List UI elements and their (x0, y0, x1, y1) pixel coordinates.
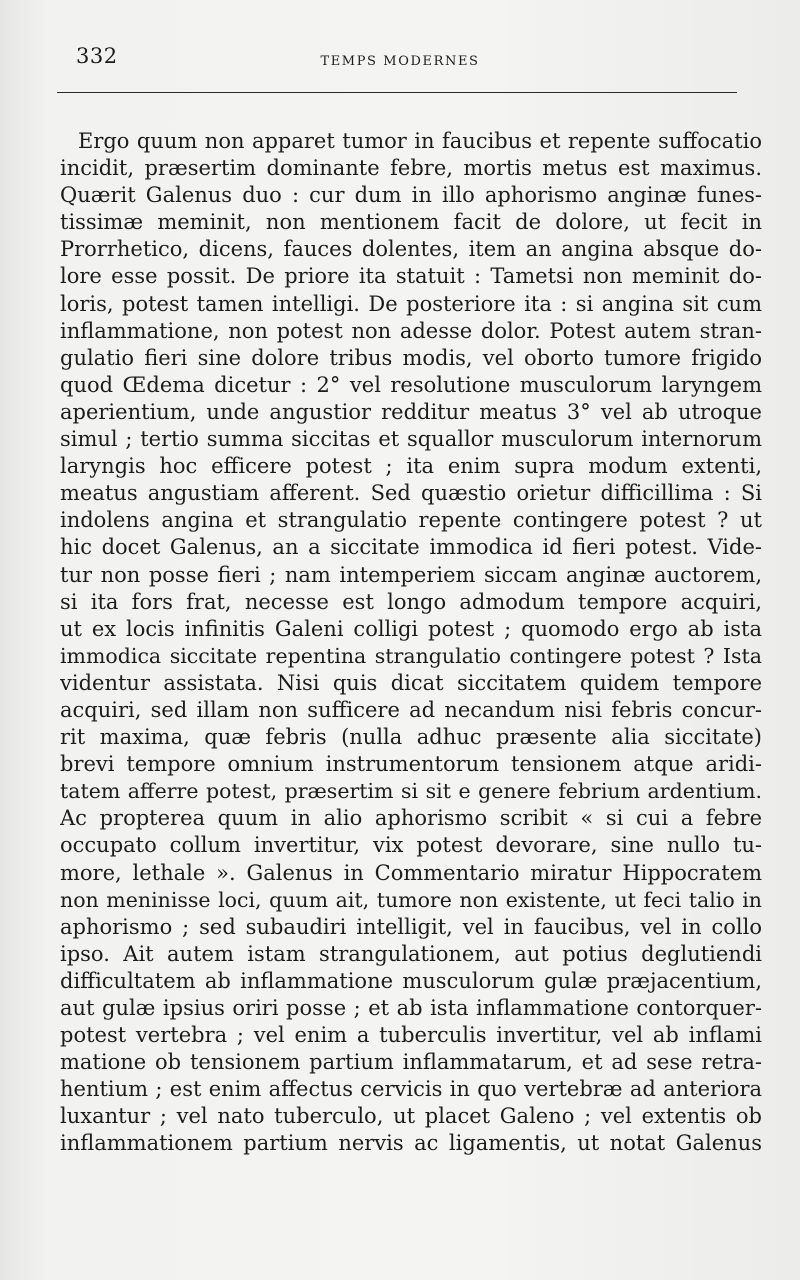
text-line: loris, potest tamen intelligi. De posteriore ita : si angina sit cum (60, 291, 762, 316)
text-line: occupato collum invertitur, vix potest devorare, sine nullo tu- (60, 833, 762, 858)
header-rule (57, 92, 737, 93)
text-line: acquiri, sed illam non sufficere ad necandum nisi febris concur- (60, 697, 762, 722)
text-line: incidit, præsertim dominante febre, mortis metus est maximus. (60, 156, 762, 181)
text-line: rit maxima, quæ febris (nulla adhuc præsente alia siccitate) (60, 725, 762, 750)
text-line: hic docet Galenus, an a siccitate immodica id fieri potest. Vide- (60, 535, 762, 560)
text-line: potest vertebra ; vel enim a tuberculis invertitur, vel ab inflami (60, 1023, 762, 1048)
text-line: quod Œdema dicetur : 2° vel resolutione musculorum laryngem (60, 372, 762, 397)
text-line: lore esse possit. De priore ita statuit : Tametsi non meminit do- (60, 264, 762, 289)
text-line: laryngis hoc efficere potest ; ita enim supra modum extenti, (60, 454, 762, 479)
text-line: aut gulæ ipsius oriri posse ; et ab ista inflammatione contorquer- (60, 996, 762, 1020)
text-line: matione ob tensionem partium inflammatarum, et ad sese retra- (60, 1050, 762, 1075)
text-line: non meninisse loci, quum ait, tumore non existente, ut feci talio in (60, 887, 762, 912)
text-line: tatem afferre potest, præsertim si sit e genere febrium ardentium. (60, 779, 762, 804)
text-line: Quærit Galenus duo : cur dum in illo aphorismo anginæ funes- (60, 183, 762, 208)
page-number: 332 (76, 44, 118, 68)
text-line: gulatio fieri sine dolore tribus modis, vel oborto tumore frigido (60, 345, 762, 370)
text-line: aperientium, unde angustior redditur meatus 3° vel ab utroque (60, 399, 762, 424)
body-text (60, 128, 762, 1158)
text-line: indolens angina et strangulatio repente contingere potest ? ut (60, 508, 762, 533)
text-line: more, lethale ». Galenus in Commentario miratur Hippocratem (60, 860, 762, 885)
text-line: tissimæ meminit, non mentionem facit de dolore, ut fecit in (60, 210, 762, 235)
text-line: luxantur ; vel nato tuberculo, ut placet Galeno ; vel extentis ob (60, 1104, 762, 1129)
text-line: hentium ; est enim affectus cervicis in quo vertebræ ad anteriora (60, 1077, 762, 1102)
text-line: difficultatem ab inflammatione musculorum gulæ præjacentium, (60, 968, 762, 993)
text-line: Prorrhetico, dicens, fauces dolentes, item an angina absque do- (60, 237, 762, 262)
text-line: meatus angustiam afferent. Sed quæstio orietur difficillima : Si (60, 481, 762, 506)
text-line: Ergo quum non apparet tumor in faucibus et repente suffocatio (78, 129, 762, 153)
text-line: videntur assistata. Nisi quis dicat siccitatem quidem tempore (60, 670, 762, 695)
text-line: simul ; tertio summa siccitas et squallor musculorum internorum (60, 427, 762, 452)
text-line: brevi tempore omnium instrumentorum tensionem atque aridi- (60, 752, 762, 777)
text-line: si ita fors frat, necesse est longo admodum tempore acquiri, (60, 589, 762, 614)
running-head: TEMPS MODERNES (320, 54, 480, 69)
text-line: inflammationem partium nervis ac ligamentis, ut notat Galenus (60, 1131, 762, 1156)
text-line: ipso. Ait autem istam strangulationem, aut potius deglutiendi (60, 941, 762, 966)
text-line: immodica siccitate repentina strangulatio contingere potest ? Ista (60, 643, 762, 668)
text-line: ut ex locis infinitis Galeni colligi potest ; quomodo ergo ab ista (60, 616, 762, 641)
text-line: inflammatione, non potest non adesse dolor. Potest autem stran- (60, 318, 762, 343)
text-line: aphorismo ; sed subaudiri intelligit, vel in faucibus, vel in collo (60, 914, 762, 939)
text-line: Ac propterea quum in alio aphorismo scribit « si cui a febre (60, 806, 762, 831)
text-line: tur non posse fieri ; nam intemperiem siccam anginæ auctorem, (60, 562, 762, 587)
